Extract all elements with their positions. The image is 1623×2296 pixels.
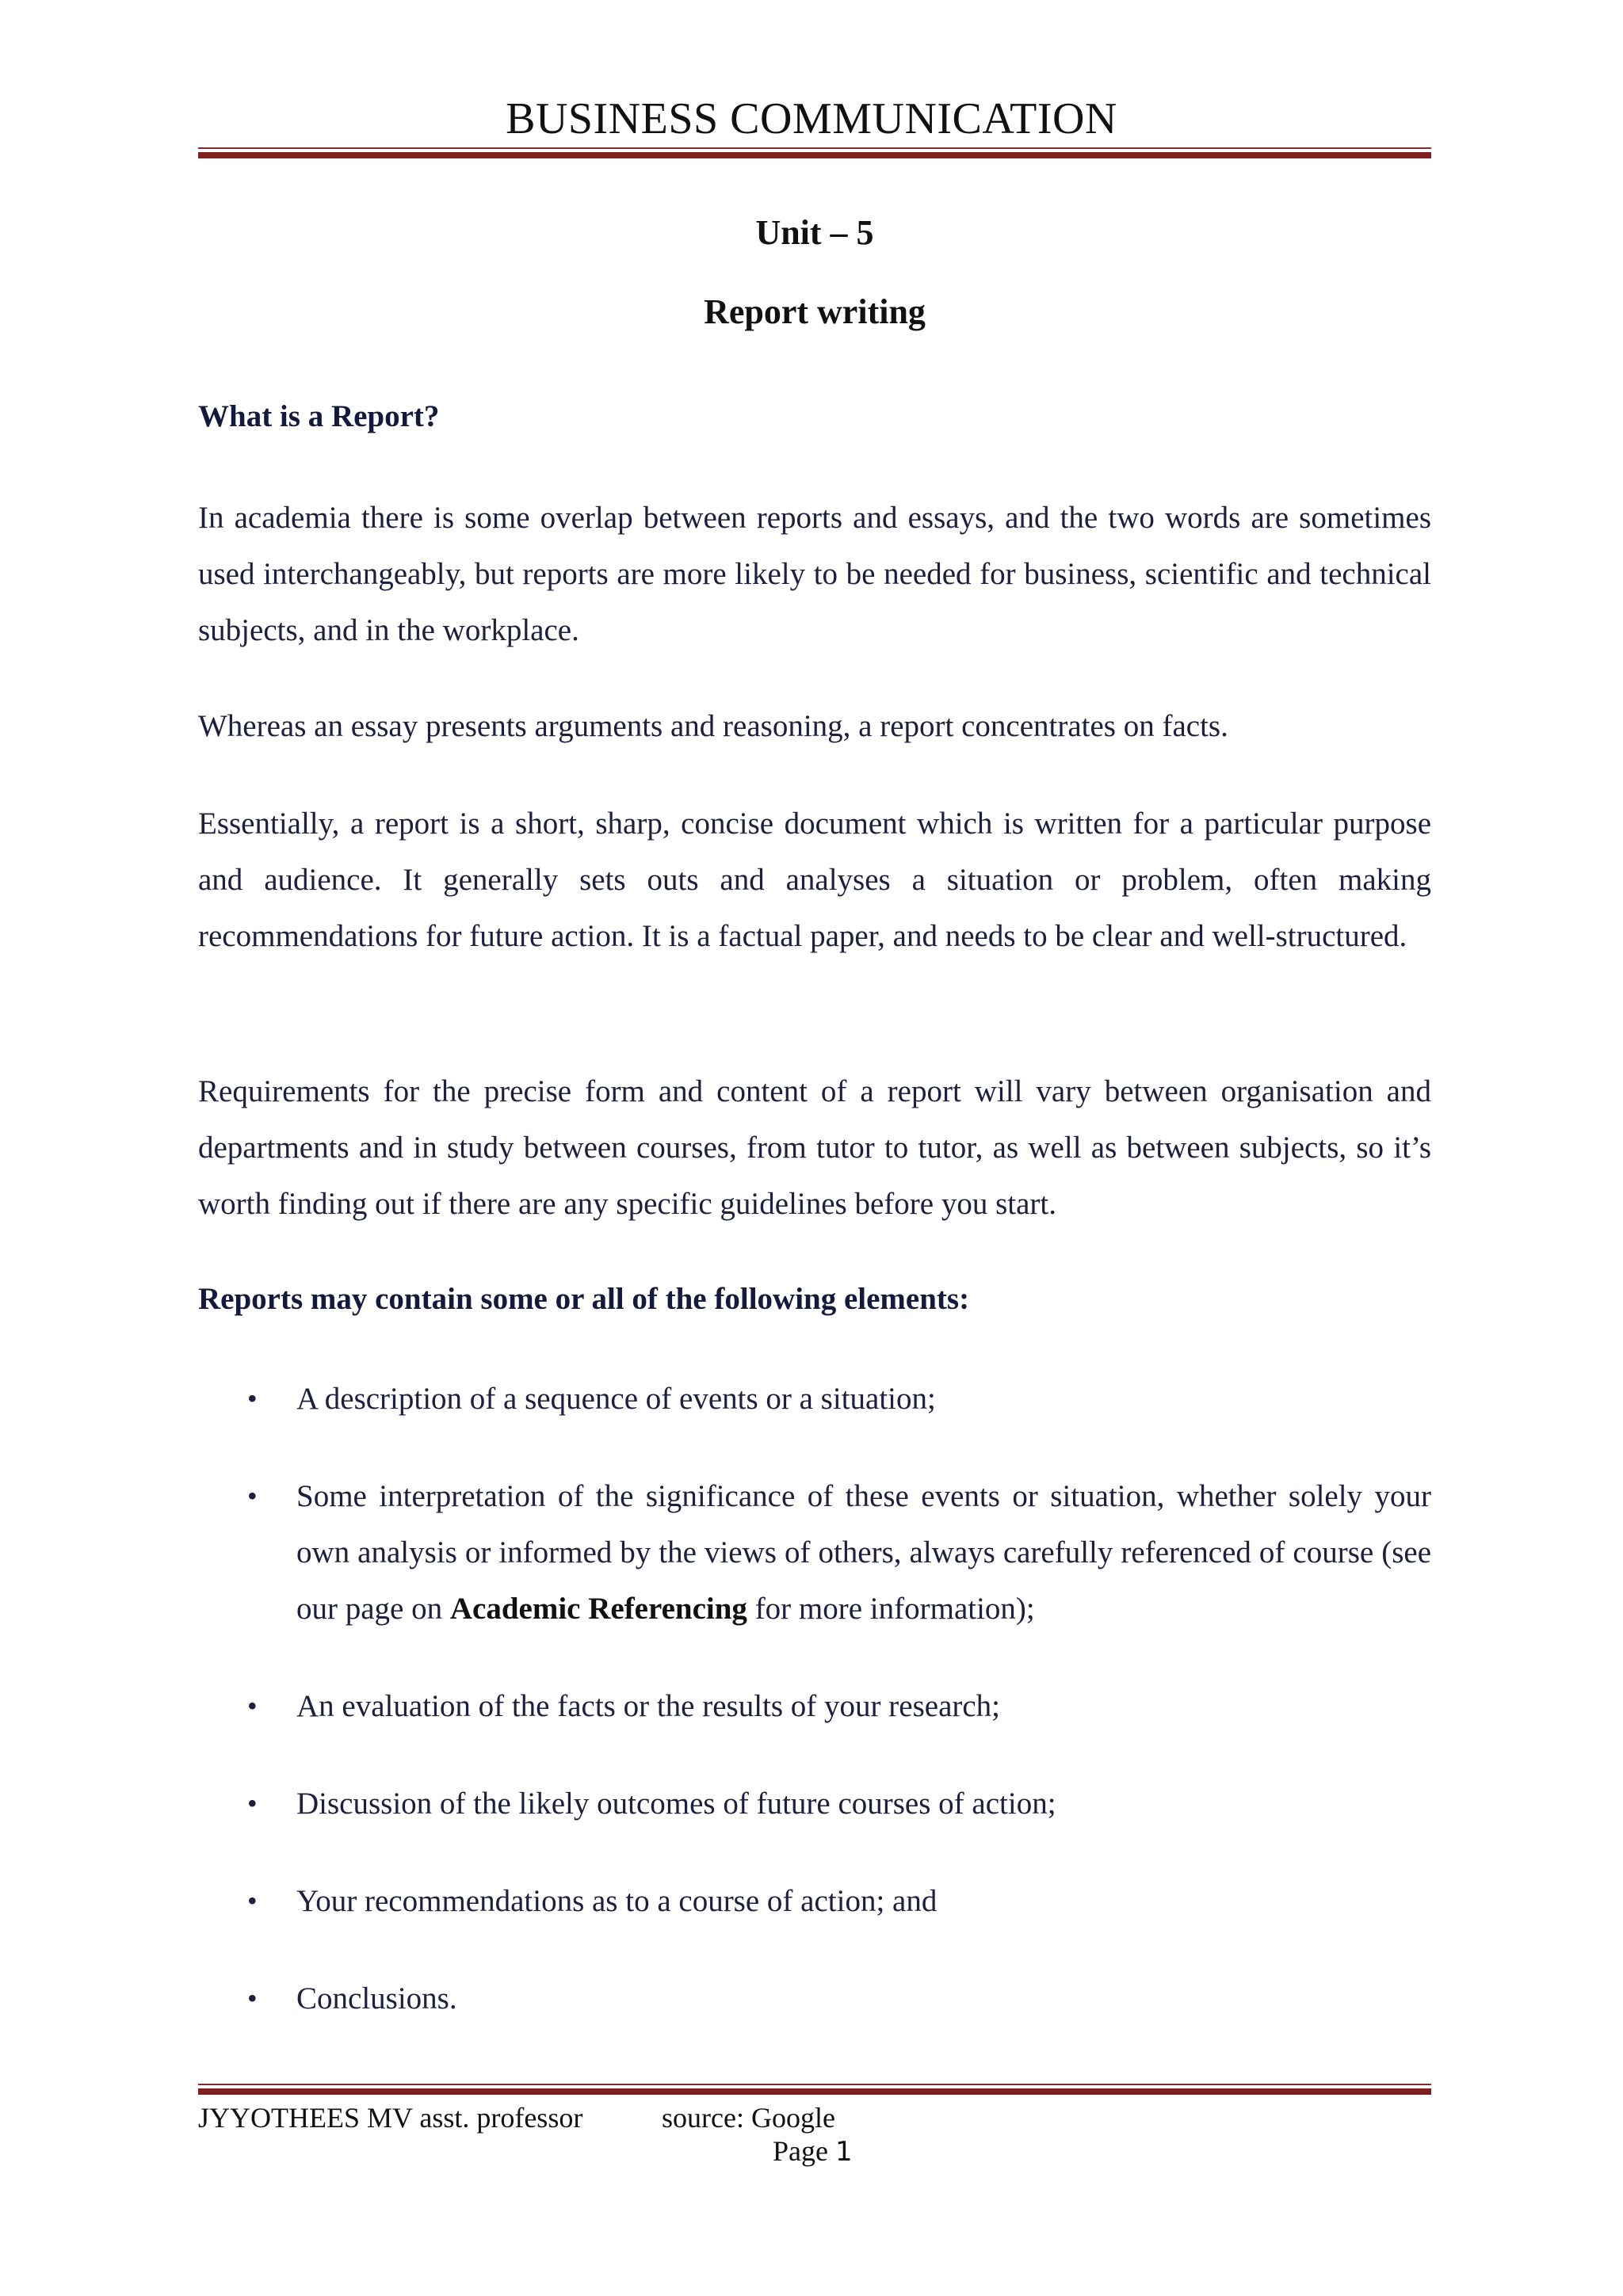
bullet-marker: • [247, 1480, 258, 1512]
page-number-value: 1 [834, 2136, 853, 2168]
list-item-text: Some interpretation of the significance of these events or situation, whether solely your own analysis or informed by the views of others, always carefully referenced of course (see our page on [296, 1479, 1431, 1626]
bullet-marker: • [247, 1787, 258, 1819]
list-item [198, 1468, 1431, 1637]
bullet-marker: • [247, 1690, 258, 1722]
header-rule [198, 147, 1431, 158]
list-item-text: Your recommendations as to a course of action; and [296, 1884, 938, 1918]
list-item-text-after: for more information); [747, 1592, 1035, 1626]
elements-heading: Reports may contain some or all of the following elements: [198, 1282, 970, 1316]
footer-author: JYYOTHEES MV asst. professor [198, 2102, 583, 2134]
academic-referencing-link-text: Academic Referencing [449, 1592, 747, 1626]
bullet-marker: • [247, 1982, 258, 2014]
footer-rule [198, 2084, 1431, 2095]
list-item [198, 1873, 1431, 1929]
section-heading: What is a Report? [198, 399, 440, 433]
header-title: BUSINESS COMMUNICATION [506, 94, 1117, 143]
unit-title: Unit – 5 [755, 213, 874, 252]
bullet-marker: • [247, 1383, 258, 1414]
list-item [198, 1678, 1431, 1734]
paragraph-2: Whereas an essay presents arguments and reasoning, a report concentrates on facts. [198, 709, 1228, 743]
list-item-text: An evaluation of the facts or the results of your research; [296, 1689, 1001, 1723]
list-item-text: Conclusions. [296, 1981, 457, 2016]
list-item [198, 1970, 1431, 2027]
list-item-text: A description of a sequence of events or a situation; [296, 1382, 936, 1416]
bullet-marker: • [247, 1885, 258, 1917]
list-item-text: Discussion of the likely outcomes of future courses of action; [296, 1787, 1056, 1821]
page-number [773, 2134, 853, 2168]
elements-list [198, 1371, 1431, 2068]
list-item [198, 1775, 1431, 1832]
list-item [198, 1371, 1431, 1427]
paragraph-1: In academia there is some overlap between reports and essays, and the two words are sometimes used interchangeably, but reports are more likely to be needed for business, scientific and technical subjects, and in the workplace. [198, 501, 1431, 647]
footer-source: source: Google [662, 2102, 835, 2134]
page-title: Report writing [704, 292, 926, 331]
page-label: Page [773, 2135, 828, 2167]
paragraph-3: Essentially, a report is a short, sharp, concise document which is written for a particular purpose and audience. It generally sets outs and analyses a situation or problem, often making recommendations for future action. It is a factual paper, and needs to be clear and well-structured. [198, 807, 1431, 953]
paragraph-4: Requirements for the precise form and content of a report will vary between organisation and departments and in study between courses, from tutor to tutor, as well as between subjects, so it’s worth finding out if there are any specific guidelines before you start. [198, 1074, 1431, 1221]
